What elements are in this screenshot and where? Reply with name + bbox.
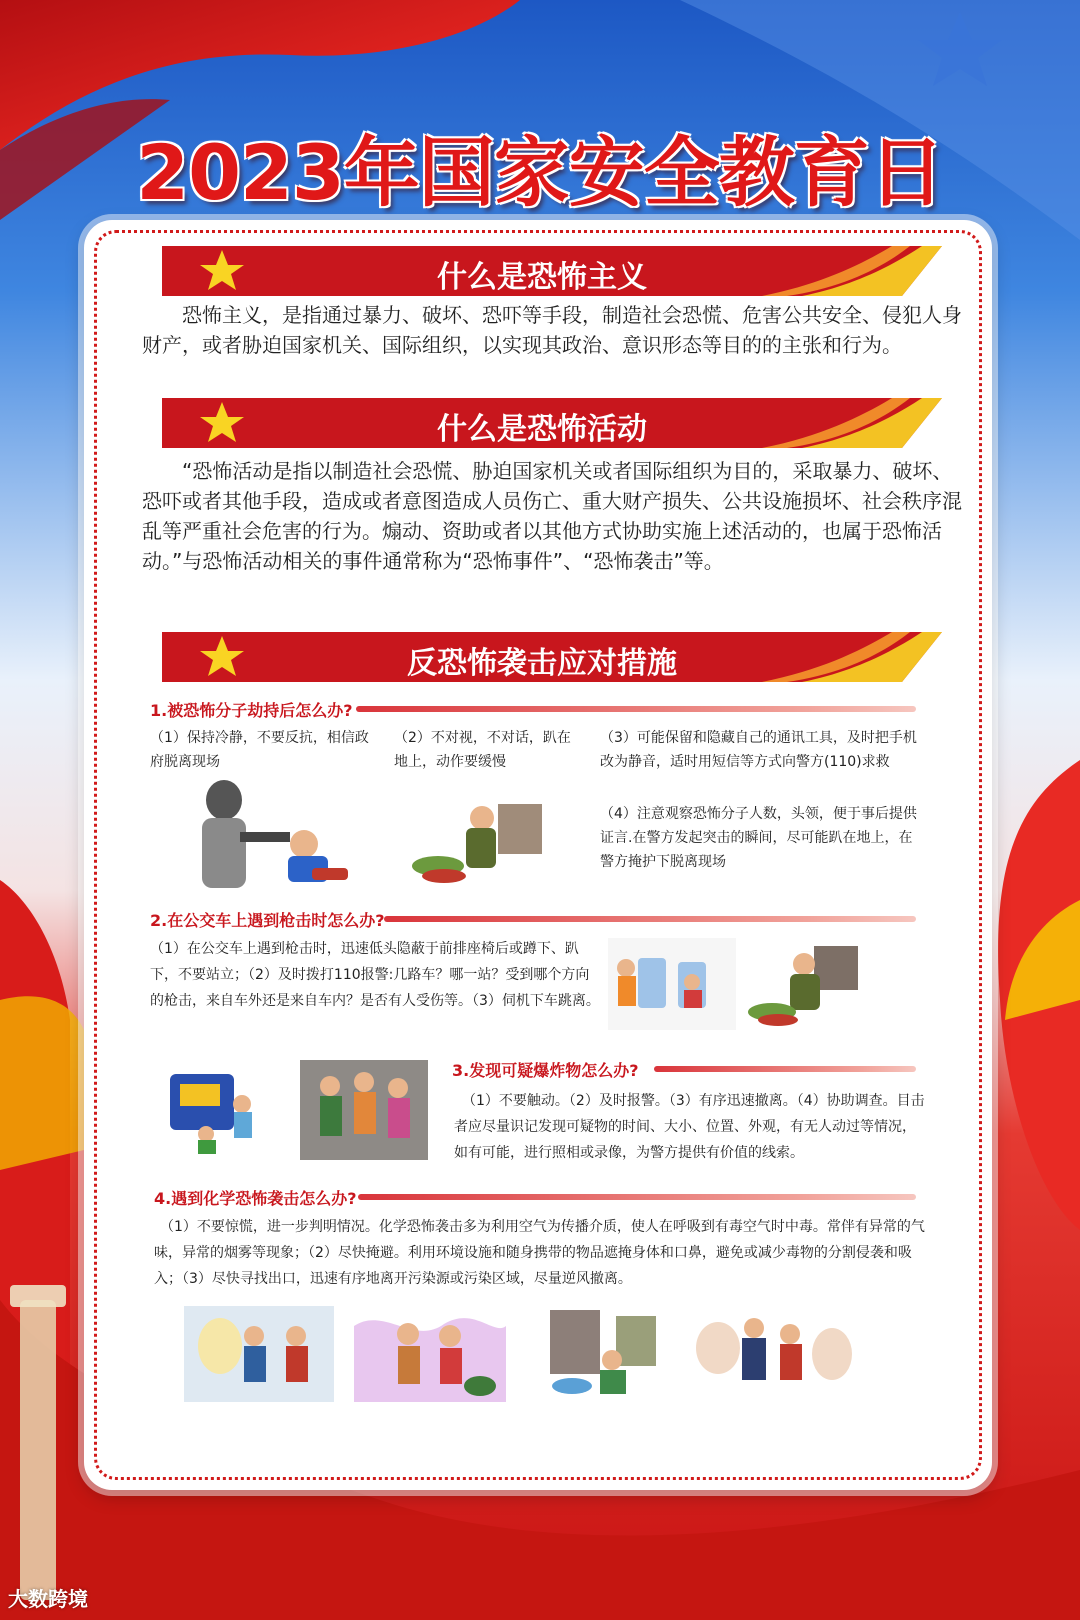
chemical-attack-illustration-3 bbox=[530, 1306, 670, 1402]
measure-1-point-3: （3）可能保留和隐藏自己的通讯工具，及时把手机改为静音，适时用短信等方式向警方(110)求救 bbox=[600, 730, 917, 770]
lying-down-illustration bbox=[408, 794, 558, 894]
measure-heading-3: 3.发现可疑爆炸物怎么办? bbox=[452, 1061, 639, 1080]
heading-divider bbox=[358, 1194, 916, 1200]
section-title: 什么是恐怖主义 bbox=[437, 260, 647, 295]
bus-shooting-illustration bbox=[608, 938, 736, 1030]
section-title: 什么是恐怖活动 bbox=[437, 412, 647, 447]
section-body: 恐怖主义，是指通过暴力、破坏、恐吓等手段，制造社会恐慌、危害公共安全、侵犯人身财产，或者胁迫国家机关、国际组织，以实现其政治、意识形态等目的的主张和行为。 bbox=[142, 303, 962, 357]
watermark: 大数跨境 bbox=[8, 1587, 88, 1611]
section-banner-1 bbox=[162, 246, 942, 296]
measure-4-body: （1）不要惊慌，进一步判明情况。化学恐怖袭击多为利用空气为传播介质，使人在呼吸到有毒空气时中毒。常伴有异常的气味，异常的烟雾等现象；（2）尽快掩避。利用环境设施和随身携带的物品遮掩身体和口鼻，避免或减少毒物的分割侵袭和吸入；（3）尽快寻找出口，迅速有序地离开污染源或污染区域，尽量逆风撤离。 bbox=[154, 1219, 925, 1287]
measure-heading-4: 4.遇到化学恐怖袭击怎么办? bbox=[154, 1189, 357, 1208]
measure-heading-2: 2.在公交车上遇到枪击时怎么办? bbox=[150, 911, 385, 930]
measure-1-point-1: （1）保持冷静，不要反抗，相信政府脱离现场 bbox=[150, 730, 369, 770]
poster-title: 2023年国家安全教育日 bbox=[136, 128, 944, 217]
content-card bbox=[84, 220, 992, 1490]
chemical-attack-illustration-1 bbox=[184, 1306, 334, 1402]
measure-1-point-2: （2）不对视，不对话，趴在地上，动作要缓慢 bbox=[394, 730, 571, 770]
measure-heading-1: 1.被恐怖分子劫持后怎么办? bbox=[150, 701, 353, 720]
measure-2-body: （1）在公交车上遇到枪击时，迅速低头隐蔽于前排座椅后或蹲下、趴下，不要站立；（2）及时拨打110报警:几路车？哪一站？受到哪个方向的枪击，来自车外还是来自车内？是否有人受伤等。（3）伺机下车跳离。 bbox=[150, 941, 600, 1009]
heading-divider bbox=[654, 1066, 916, 1072]
heading-divider bbox=[384, 916, 916, 922]
section-body: “恐怖活动是指以制造社会恐慌、胁迫国家机关或者国际组织为目的，采取暴力、破坏、恐吓或者其他手段，造成或者意图造成人员伤亡、重大财产损失、公共设施损坏、社会秩序混乱等严重社会危害的行为。煽动、资助或者以其他方式协助实施上述活动的，也属于恐怖活动。”与恐怖活动相关的事件通常称为“恐怖事件”、“恐怖袭击”等。 bbox=[142, 459, 962, 573]
heading-divider bbox=[356, 706, 916, 712]
section-banner-2 bbox=[162, 398, 942, 448]
measure-3-body: （1）不要触动。（2）及时报警。（3）有序迅速撤离。（4）协助调查。目击者应尽量识记发现可疑物的时间、大小、位置、外观，有无人动过等情况，如有可能，进行照相或录像，为警方提供有价值的线索。 bbox=[454, 1093, 925, 1161]
measure-1-point-4: （4）注意观察恐怖分子人数，头领，便于事后提供证言.在警方发起突击的瞬间，尽可能趴在地上，在警方掩护下脱离现场 bbox=[600, 806, 917, 870]
explosive-alert-illustration bbox=[166, 1064, 270, 1156]
chemical-attack-illustration-4 bbox=[694, 1306, 854, 1402]
hiding-illustration bbox=[744, 938, 868, 1030]
chemical-attack-illustration-2 bbox=[354, 1306, 506, 1402]
hostage-illustration bbox=[184, 780, 354, 898]
section-banner-3 bbox=[162, 632, 942, 682]
evacuation-illustration bbox=[300, 1060, 428, 1160]
section-title: 反恐怖袭击应对措施 bbox=[407, 646, 677, 681]
